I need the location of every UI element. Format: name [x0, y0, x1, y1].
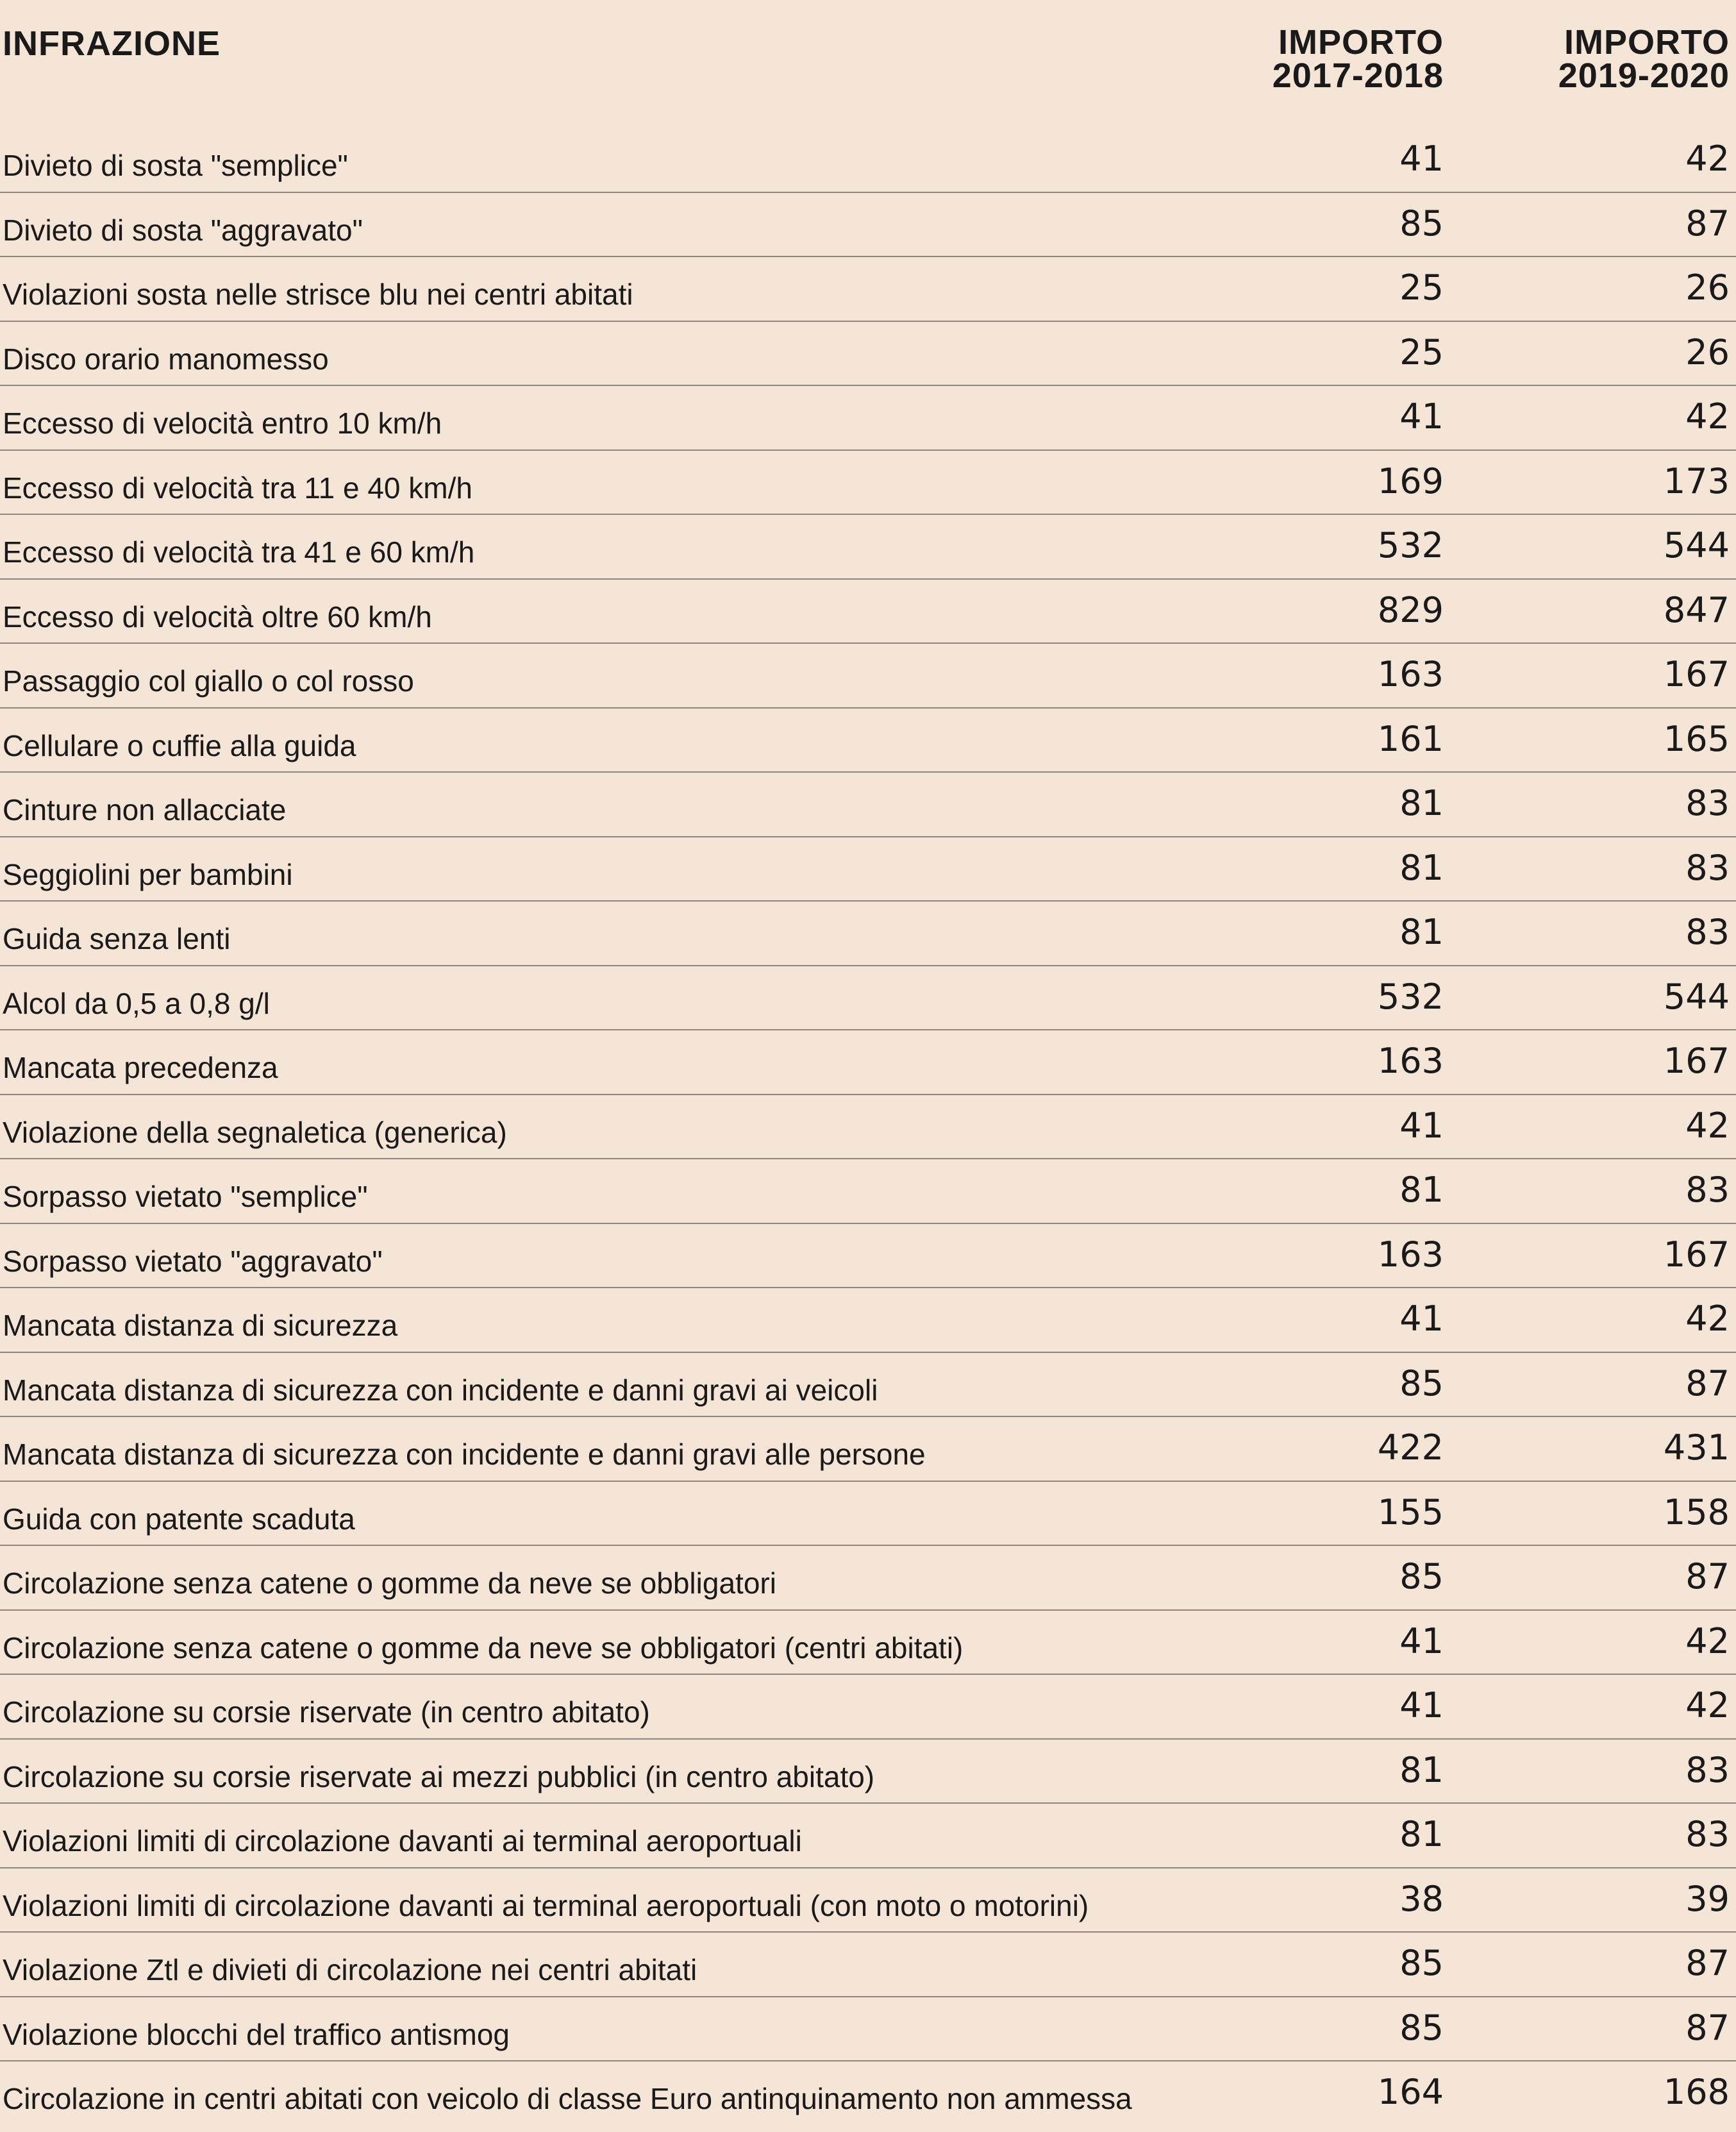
infrazione-cell: Circolazione senza catene o gomme da neve se obbligatori [3, 1566, 776, 1600]
importo-2019-2020-cell: 42 [1685, 396, 1730, 437]
importo-2017-2018-cell: 25 [1399, 267, 1444, 308]
importo-2017-2018-cell: 81 [1399, 847, 1444, 888]
importo-2017-2018-cell: 81 [1399, 912, 1444, 952]
table-row [0, 257, 1736, 322]
importo-2017-2018-cell: 163 [1377, 1041, 1444, 1081]
importo-2019-2020-cell: 173 [1663, 460, 1730, 501]
table-row [0, 1740, 1736, 1804]
table-row [0, 644, 1736, 709]
table-row [0, 773, 1736, 837]
importo-2017-2018-cell: 41 [1399, 1620, 1444, 1661]
importo-2019-2020-cell: 544 [1663, 525, 1730, 566]
importo-2019-2020-cell: 83 [1685, 1814, 1730, 1854]
infrazione-cell: Cinture non allacciate [3, 793, 287, 827]
infrazione-cell: Seggiolini per bambini [3, 857, 293, 891]
importo-2019-2020-cell: 83 [1685, 783, 1730, 823]
table-row [0, 837, 1736, 902]
importo-2019-2020-cell: 42 [1685, 1105, 1730, 1146]
table-row [0, 1095, 1736, 1160]
header-importo-2017-2018 [1239, 23, 1444, 95]
importo-2019-2020-cell: 87 [1685, 1556, 1730, 1597]
table-row [0, 451, 1736, 516]
importo-2017-2018-cell: 85 [1399, 2007, 1444, 2048]
importo-2019-2020-cell: 167 [1663, 1041, 1730, 1081]
importo-2017-2018-cell: 81 [1399, 1170, 1444, 1210]
infrazione-cell: Mancata precedenza [3, 1051, 278, 1084]
importo-2017-2018-cell: 38 [1399, 1878, 1444, 1919]
infrazione-cell: Passaggio col giallo o col rosso [3, 664, 414, 698]
table-row [0, 2061, 1736, 2126]
importo-2017-2018-cell: 169 [1377, 460, 1444, 501]
importo-2017-2018-cell: 85 [1399, 1943, 1444, 1983]
importo-2019-2020-cell: 39 [1685, 1878, 1730, 1919]
table-row [0, 1224, 1736, 1289]
infrazione-cell: Violazioni limiti di circolazione davanti ai terminal aeroportuali (con moto o motorini) [3, 1888, 1089, 1922]
infrazione-cell: Alcol da 0,5 a 0,8 g/l [3, 986, 270, 1020]
importo-2019-2020-cell: 26 [1685, 267, 1730, 308]
header-importo-2019-2020 [1524, 23, 1730, 95]
importo-2017-2018-cell: 155 [1377, 1491, 1444, 1532]
importo-2017-2018-cell: 163 [1377, 1234, 1444, 1275]
table-row [0, 1353, 1736, 1418]
infrazione-cell: Guida con patente scaduta [3, 1502, 355, 1536]
infrazione-cell: Eccesso di velocità oltre 60 km/h [3, 600, 432, 634]
table-row [0, 709, 1736, 773]
importo-2017-2018-cell: 163 [1377, 654, 1444, 694]
importo-2017-2018-cell: 41 [1399, 1298, 1444, 1339]
table-row [0, 1611, 1736, 1675]
table-row [0, 902, 1736, 966]
table-row [0, 128, 1736, 193]
importo-2017-2018-cell: 85 [1399, 203, 1444, 244]
infrazione-cell: Violazione blocchi del traffico antismog [3, 2017, 510, 2051]
table-row [0, 1288, 1736, 1353]
table-row [0, 1030, 1736, 1095]
importo-2019-2020-cell: 42 [1685, 1685, 1730, 1725]
infrazione-cell: Eccesso di velocità tra 11 e 40 km/h [3, 471, 472, 505]
importo-2017-2018-cell: 85 [1399, 1556, 1444, 1597]
importo-2019-2020-cell: 168 [1663, 2072, 1730, 2112]
infrazione-cell: Mancata distanza di sicurezza con incidente e danni gravi alle persone [3, 1438, 926, 1471]
infrazione-cell: Violazioni limiti di circolazione davanti ai terminal aeroportuali [3, 1824, 802, 1858]
importo-2019-2020-cell: 167 [1663, 654, 1730, 694]
importo-2019-2020-cell: 167 [1663, 1234, 1730, 1275]
importo-2017-2018-cell: 532 [1377, 525, 1444, 566]
importo-2019-2020-cell: 87 [1685, 203, 1730, 244]
importo-2019-2020-cell: 87 [1685, 1943, 1730, 1983]
table-row [0, 1868, 1736, 1933]
importo-2017-2018-cell: 161 [1377, 718, 1444, 759]
table-row [0, 515, 1736, 580]
importo-2017-2018-cell: 81 [1399, 1814, 1444, 1854]
importo-2019-2020-cell: 42 [1685, 1298, 1730, 1339]
infrazione-cell: Violazione della segnaletica (generica) [3, 1115, 507, 1149]
infrazione-cell: Mancata distanza di sicurezza con incidente e danni gravi ai veicoli [3, 1373, 878, 1407]
table-row [0, 580, 1736, 644]
importo-2019-2020-cell: 87 [1685, 1363, 1730, 1404]
importo-2017-2018-cell: 164 [1377, 2072, 1444, 2112]
table-header [0, 0, 1736, 128]
infrazione-cell: Eccesso di velocità entro 10 km/h [3, 407, 442, 440]
importo-2017-2018-cell: 829 [1377, 589, 1444, 630]
importo-2019-2020-cell: 42 [1685, 1620, 1730, 1661]
table-row [0, 1997, 1736, 2062]
table-body [0, 128, 1736, 2126]
importo-2017-2018-cell: 41 [1399, 396, 1444, 437]
table-row [0, 1933, 1736, 1997]
infrazione-cell: Circolazione senza catene o gomme da neve se obbligatori (centri abitati) [3, 1631, 964, 1665]
importo-2019-2020-cell: 83 [1685, 1749, 1730, 1790]
infrazione-cell: Sorpasso vietato "aggravato" [3, 1244, 383, 1278]
infrazione-cell: Divieto di sosta "semplice" [3, 149, 348, 182]
importo-2019-2020-cell: 83 [1685, 847, 1730, 888]
infrazione-cell: Divieto di sosta "aggravato" [3, 213, 363, 247]
header-importo-2017-line2: 2017-2018 [1272, 56, 1444, 95]
importo-2017-2018-cell: 532 [1377, 976, 1444, 1017]
infrazione-cell: Circolazione su corsie riservate ai mezzi pubblici (in centro abitato) [3, 1759, 875, 1793]
table-row [0, 1804, 1736, 1868]
table-row [0, 1546, 1736, 1611]
importo-2017-2018-cell: 41 [1399, 1685, 1444, 1725]
importo-2019-2020-cell: 847 [1663, 589, 1730, 630]
table-row [0, 1482, 1736, 1547]
table-row [0, 1675, 1736, 1740]
header-importo-2017-line1: IMPORTO [1278, 23, 1444, 62]
infrazione-cell: Circolazione su corsie riservate (in centro abitato) [3, 1695, 650, 1729]
infrazione-cell: Cellulare o cuffie alla guida [3, 728, 356, 762]
importo-2019-2020-cell: 83 [1685, 1170, 1730, 1210]
infrazione-cell: Mancata distanza di sicurezza [3, 1309, 398, 1342]
importo-2017-2018-cell: 422 [1377, 1427, 1444, 1468]
importo-2017-2018-cell: 41 [1399, 138, 1444, 179]
importo-2017-2018-cell: 85 [1399, 1363, 1444, 1404]
importo-2019-2020-cell: 87 [1685, 2007, 1730, 2048]
importo-2017-2018-cell: 25 [1399, 332, 1444, 373]
table-row [0, 386, 1736, 451]
importo-2019-2020-cell: 83 [1685, 912, 1730, 952]
infrazione-cell: Guida senza lenti [3, 922, 231, 955]
header-importo-2019-line2: 2019-2020 [1558, 56, 1730, 95]
importo-2019-2020-cell: 165 [1663, 718, 1730, 759]
header-infrazione: INFRAZIONE [3, 24, 221, 63]
table-row [0, 193, 1736, 258]
importo-2019-2020-cell: 42 [1685, 138, 1730, 179]
importo-2019-2020-cell: 544 [1663, 976, 1730, 1017]
table-row [0, 966, 1736, 1031]
infrazione-cell: Violazioni sosta nelle strisce blu nei centri abitati [3, 278, 633, 311]
table-row [0, 1159, 1736, 1224]
importo-2017-2018-cell: 81 [1399, 783, 1444, 823]
importo-2019-2020-cell: 26 [1685, 332, 1730, 373]
importo-2019-2020-cell: 158 [1663, 1491, 1730, 1532]
infrazione-cell: Violazione Ztl e divieti di circolazione nei centri abitati [3, 1953, 697, 1986]
infrazione-cell: Sorpasso vietato "semplice" [3, 1180, 368, 1213]
table-row [0, 322, 1736, 387]
infrazione-cell: Eccesso di velocità tra 41 e 60 km/h [3, 535, 475, 569]
infrazione-cell: Circolazione in centri abitati con veicolo di classe Euro antinquinamento non ammessa [3, 2082, 1132, 2115]
importo-2019-2020-cell: 431 [1663, 1427, 1730, 1468]
header-importo-2019-line1: IMPORTO [1564, 23, 1730, 62]
importo-2017-2018-cell: 41 [1399, 1105, 1444, 1146]
importo-2017-2018-cell: 81 [1399, 1749, 1444, 1790]
table-row [0, 1417, 1736, 1482]
infrazione-cell: Disco orario manomesso [3, 342, 329, 376]
